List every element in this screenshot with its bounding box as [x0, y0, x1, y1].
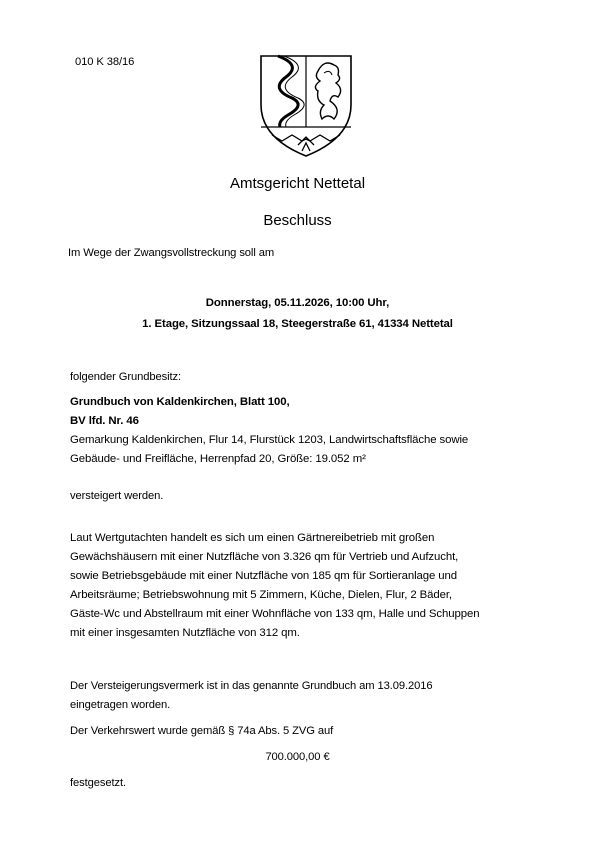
lfd-nr: BV lfd. Nr. 46	[70, 415, 139, 427]
valuation-line: Gäste-Wc und Abstellraum mit einer Wohnfläche von 133 qm, Halle und Schuppen	[70, 608, 480, 620]
parcel-line: Gebäude- und Freifläche, Herrenpfad 20, Größe: 19.052 m²	[70, 453, 366, 465]
valuation-line: mit einer insgesamten Nutzfläche von 312 qm.	[70, 627, 300, 639]
parcel-line: Gemarkung Kaldenkirchen, Flur 14, Flurstück 1203, Landwirtschaftsfläche sowie	[70, 434, 469, 446]
register-note: Der Versteigerungsvermerk ist in das genannte Grundbuch am 13.09.2016	[70, 680, 433, 692]
register-note: eingetragen worden.	[70, 699, 171, 711]
valuation-line: Gewächshäusern mit einer Nutzfläche von 3.326 qm für Vertrieb und Aufzucht,	[70, 551, 459, 563]
market-value: 700.000,00 €	[265, 751, 330, 763]
valuation-line: Laut Wertgutachten handelt es sich um einen Gärtnereibetrieb mit großen	[70, 532, 435, 544]
appointment-location: 1. Etage, Sitzungssaal 18, Steegerstraße 61, 41334 Nettetal	[142, 318, 453, 330]
appointment-date: Donnerstag, 05.11.2026, 10:00 Uhr,	[205, 297, 390, 309]
land-register: Grundbuch von Kaldenkirchen, Blatt 100,	[70, 396, 290, 408]
document-type: Beschluss	[263, 212, 332, 229]
valuation-line: sowie Betriebsgebäude mit einer Nutzfläche von 185 qm für Sortieranlage und	[70, 570, 457, 582]
intro-text: Im Wege der Zwangsvollstreckung soll am	[68, 247, 275, 259]
case-number: 010 K 38/16	[75, 56, 135, 68]
valuation-line: Arbeitsräume; Betriebswohnung mit 5 Zimmern, Küche, Dielen, Flur, 2 Bäder,	[70, 589, 452, 601]
property-intro: folgender Grundbesitz:	[70, 371, 181, 383]
market-value-intro: Der Verkehrswert wurde gemäß § 74a Abs. 5 ZVG auf	[70, 725, 334, 737]
auction-text: versteigert werden.	[70, 490, 164, 502]
closing-text: festgesetzt.	[70, 777, 127, 789]
court-name: Amtsgericht Nettetal	[229, 175, 366, 192]
coat-of-arms-icon	[258, 53, 354, 159]
